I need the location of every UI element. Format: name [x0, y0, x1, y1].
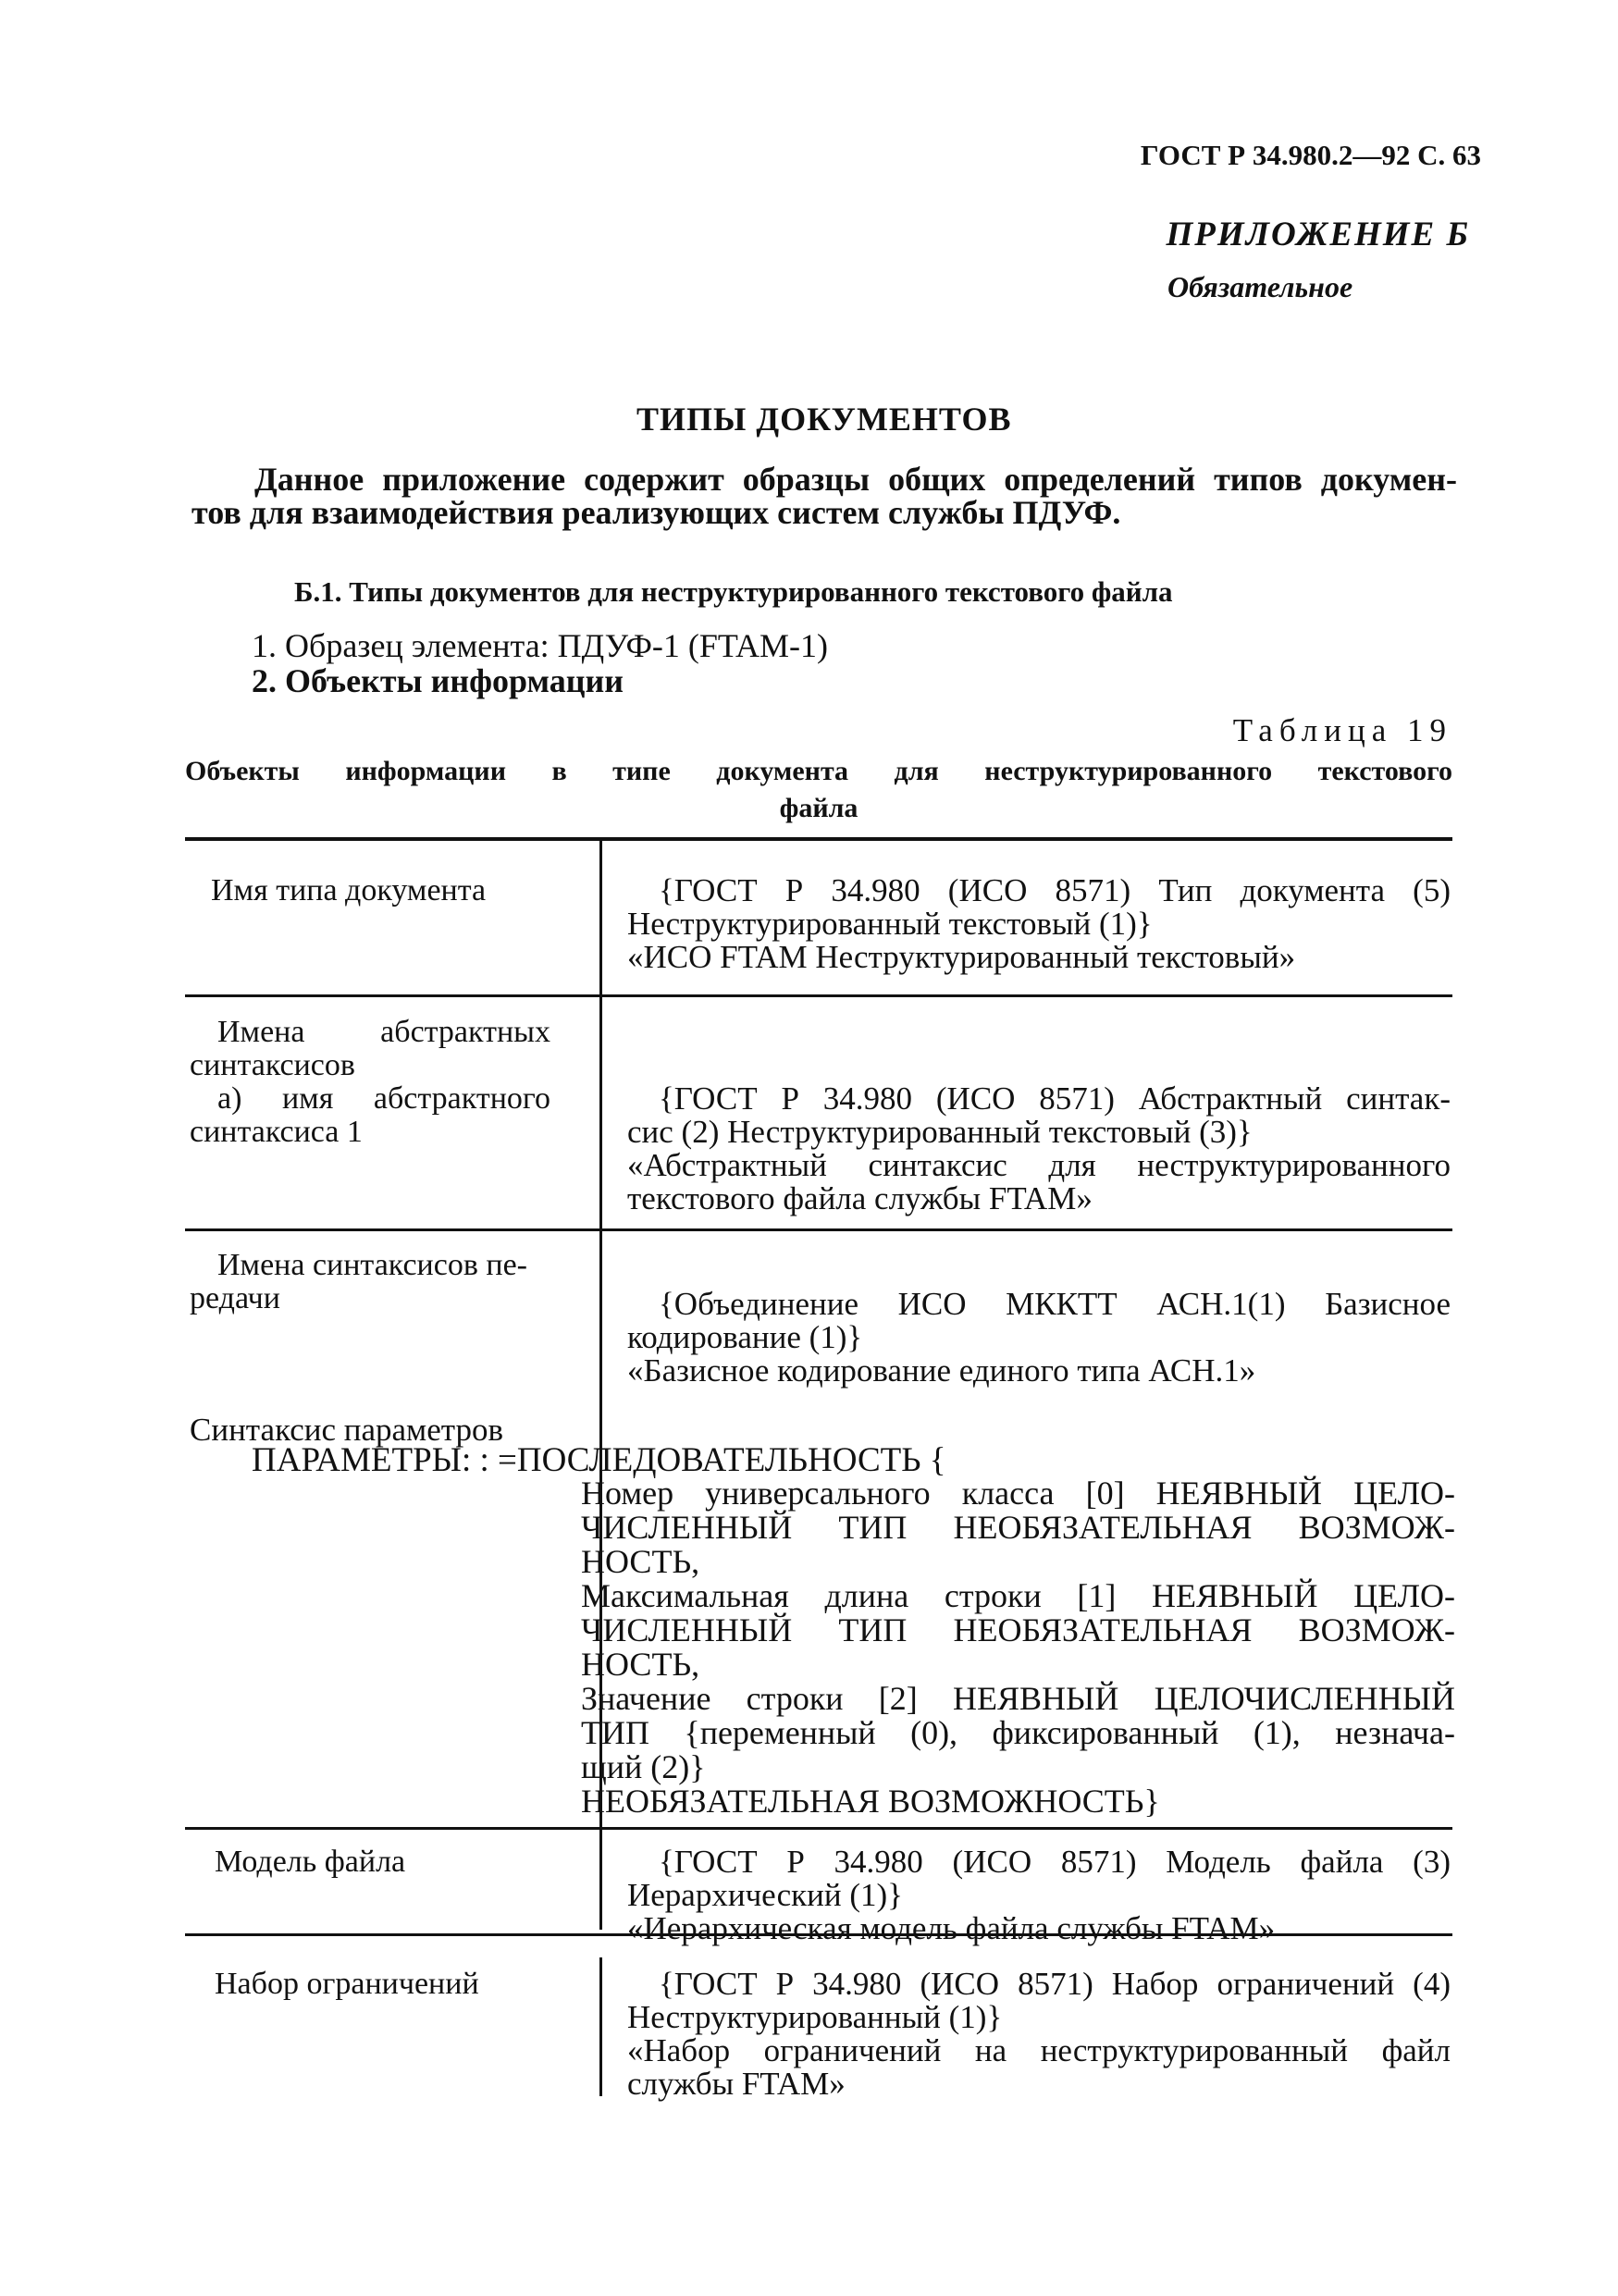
value-line: Неструктурированный (1)}: [627, 1999, 1003, 2035]
value-line: {ГОСТ Р 34.980 (ИСО 8571) Набор ограничений (4): [659, 1966, 1451, 2002]
value-line: {ГОСТ Р 34.980 (ИСО 8571) Модель файла (3): [659, 1844, 1451, 1880]
table-caption-line-2: файла: [779, 793, 858, 823]
appendix-title: ПРИЛОЖЕНИЕ Б: [1166, 216, 1470, 253]
value-line: «Набор ограничений на неструктурированный файл: [627, 2032, 1451, 2068]
table-row-value: [627, 1082, 1451, 1216]
table-row-name: Имя типа документа: [211, 873, 487, 907]
value-line: Иерархический (1)}: [627, 1877, 903, 1913]
syntax-label: Синтаксис параметров: [190, 1412, 503, 1448]
syntax-line: НОСТЬ,: [581, 1543, 700, 1580]
table-column-divider: [599, 1830, 602, 1930]
value-line: текстового файла службы FTAM»: [627, 1180, 1093, 1216]
list-item-1: 1. Образец элемента: ПДУФ-1 (FTAM-1): [252, 627, 829, 664]
running-header: ГОСТ Р 34.980.2—92 С. 63: [1140, 139, 1481, 171]
table-caption-line-1: Объекты информации в типе документа для неструктурированного текстового: [185, 756, 1452, 786]
syntax-declaration: ПАРАМЕТРЫ: : =ПОСЛЕДОВАТЕЛЬНОСТЬ {: [252, 1441, 946, 1479]
table-row-divider: [185, 1228, 1452, 1231]
syntax-line: НОСТЬ,: [581, 1646, 700, 1683]
table-row-value: [627, 1845, 1451, 1945]
table-row-divider: [185, 994, 1452, 997]
syntax-line: Значение строки [2] НЕЯВНЫЙ ЦЕЛОЧИСЛЕННЫЙ: [581, 1680, 1455, 1717]
table-row-divider: [185, 1827, 1452, 1830]
value-line: сис (2) Неструктурированный текстовый (3)}: [627, 1114, 1253, 1150]
table-number: Таблица 19: [1232, 712, 1452, 748]
appendix-status: Обязательное: [1167, 270, 1353, 303]
value-line: Неструктурированный текстовый (1)}: [627, 906, 1153, 942]
name-line: Имена синтаксисов пе-: [217, 1248, 528, 1282]
name-line: синтаксисов: [190, 1048, 355, 1082]
value-line: «Базисное кодирование единого типа АСН.1»: [627, 1352, 1256, 1389]
syntax-line: щий (2)}: [581, 1748, 706, 1785]
table-row-value: [627, 1288, 1451, 1388]
syntax-line: Номер универсального класса [0] НЕЯВНЫЙ ЦЕЛО-: [581, 1475, 1455, 1512]
value-line: «Абстрактный синтаксис для неструктурированного: [627, 1147, 1451, 1183]
table-row-name: Модель файла: [215, 1845, 406, 1879]
syntax-line: НЕОБЯЗАТЕЛЬНАЯ ВОЗМОЖНОСТЬ}: [581, 1783, 1160, 1820]
list-item-2: 2. Объекты информации: [252, 662, 624, 699]
syntax-line: ЧИСЛЕННЫЙ ТИП НЕОБЯЗАТЕЛЬНАЯ ВОЗМОЖ-: [581, 1509, 1455, 1546]
table-column-divider: [599, 1957, 602, 2096]
value-line: {Объединение ИСО МККТТ АСН.1(1) Базисное: [659, 1286, 1451, 1322]
table-row-value: [627, 874, 1451, 974]
intro-line-2: тов для взаимодействия реализующих систем службы ПДУФ.: [191, 494, 1121, 531]
table-top-rule: [185, 837, 1452, 841]
value-line: кодирование (1)}: [627, 1319, 863, 1355]
table-caption: [185, 757, 1452, 823]
intro-text: [191, 463, 1457, 529]
name-line: синтаксиса 1: [190, 1115, 363, 1149]
syntax-line: ТИП {переменный (0), фиксированный (1), незнача-: [581, 1714, 1455, 1751]
syntax-body: [581, 1476, 1455, 1819]
table-row-name: [190, 1016, 550, 1149]
value-line: {ГОСТ Р 34.980 (ИСО 8571) Тип документа (5): [659, 872, 1451, 908]
name-line: Имена абстрактных: [217, 1015, 550, 1049]
table-row-name: Набор ограничений: [215, 1967, 479, 2001]
table-row-value: [627, 1968, 1451, 2101]
value-line: службы FTAM»: [627, 2066, 846, 2102]
name-line: редачи: [190, 1281, 280, 1315]
intro-line-1: Данное приложение содержит образцы общих определений типов докумен-: [254, 461, 1457, 498]
syntax-line: ЧИСЛЕННЫЙ ТИП НЕОБЯЗАТЕЛЬНАЯ ВОЗМОЖ-: [581, 1611, 1455, 1648]
table-row-name: [190, 1249, 569, 1315]
syntax-line: Максимальная длина строки [1] НЕЯВНЫЙ ЦЕЛО-: [581, 1577, 1455, 1614]
subsection-title: Б.1. Типы документов для неструктурированного текстового файла: [294, 575, 1173, 608]
value-line: «ИСО FTAM Неструктурированный текстовый»: [627, 939, 1296, 975]
name-line: а) имя абстрактного: [217, 1081, 550, 1116]
value-line: {ГОСТ Р 34.980 (ИСО 8571) Абстрактный синтак-: [659, 1080, 1451, 1117]
section-title: ТИПЫ ДОКУМЕНТОВ: [636, 401, 1012, 438]
value-line: «Иерархическая модель файла службы FTAM»: [627, 1910, 1276, 1946]
